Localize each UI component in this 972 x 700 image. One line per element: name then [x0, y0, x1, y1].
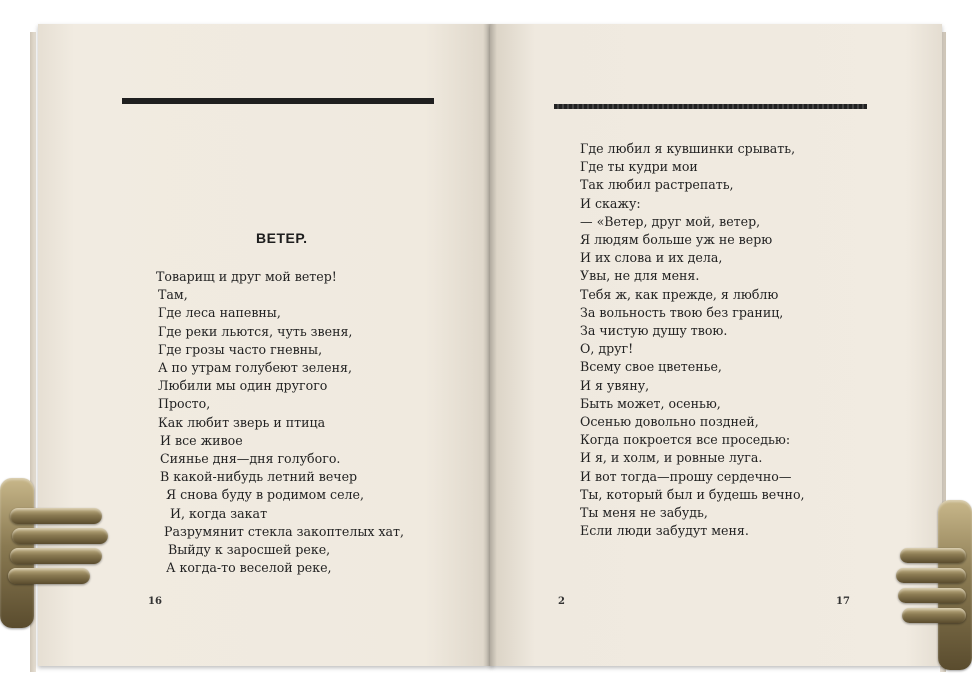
verse-line: И их слова и их дела,: [580, 250, 723, 266]
left-page-number: 16: [148, 596, 162, 607]
verse-line: И вот тогда—прошу сердечно—: [580, 468, 792, 484]
verse-line: Сиянье дня—дня голубого.: [160, 451, 341, 467]
right-header-rule: [554, 104, 867, 109]
verse-line: Ты, который был и будешь вечно,: [580, 486, 805, 502]
verse-line: Так любил растрепать,: [580, 177, 734, 193]
verse-line: О, друг!: [580, 341, 634, 357]
verse-line: Просто,: [158, 396, 211, 412]
verse-line: Быть может, осенью,: [580, 395, 721, 411]
left-verse: [156, 268, 404, 577]
open-book: [28, 24, 946, 674]
verse-line: А по утрам голубеют зеленя,: [158, 360, 352, 376]
verse-line: И я увяну,: [580, 377, 650, 393]
verse-line: И, когда закат: [170, 505, 268, 521]
right-verse: [580, 140, 805, 540]
verse-line: Всему свое цветенье,: [580, 359, 722, 375]
verse-line: И я, и холм, и ровные луга.: [580, 450, 763, 466]
verse-line: Где ты кудри мои: [580, 159, 698, 175]
verse-line: Выйду к заросшей реке,: [168, 542, 331, 558]
verse-line: Я людям больше уж не верю: [580, 232, 773, 248]
verse-line: — «Ветер, друг мой, ветер,: [580, 213, 761, 229]
left-header-rule: [122, 98, 434, 104]
book-gutter: [483, 24, 497, 666]
verse-line: Когда покроется все проседью:: [580, 432, 791, 448]
verse-line: Ты меня не забудь,: [580, 505, 708, 521]
verse-line: Где любил я кувшинки срывать,: [580, 141, 796, 156]
left-page-holder: [0, 478, 110, 628]
verse-line: Где реки льются, чуть звеня,: [158, 323, 353, 339]
verse-line: Где грозы часто гневны,: [158, 341, 323, 357]
verse-line: И скажу:: [580, 195, 641, 211]
signature-mark: 2: [558, 596, 565, 607]
verse-line: Тебя ж, как прежде, я люблю: [580, 286, 779, 302]
verse-line: Если люди забудут меня.: [580, 523, 749, 539]
verse-line: Товарищ и друг мой ветер!: [156, 269, 337, 284]
right-page-holder: [894, 500, 972, 670]
verse-line: А когда-то веселой реке,: [166, 560, 332, 576]
verse-line: Я снова буду в родимом селе,: [166, 487, 364, 503]
verse-line: Любили мы один другого: [158, 378, 328, 394]
verse-line: Разрумянит стекла закоптелых хат,: [164, 523, 405, 539]
verse-line: Осенью довольно поздней,: [580, 414, 759, 430]
verse-line: Где леса напевны,: [158, 305, 281, 321]
right-page-number: 17: [836, 596, 850, 607]
verse-line: За вольность твою без границ,: [580, 304, 784, 320]
verse-line: Как любит зверь и птица: [158, 414, 326, 430]
poem-title: ВЕТЕР.: [256, 230, 308, 246]
verse-line: Увы, не для меня.: [580, 268, 700, 284]
verse-line: За чистую душу твою.: [580, 323, 728, 339]
verse-line: Там,: [158, 287, 188, 303]
verse-line: В какой-нибудь летний вечер: [160, 469, 358, 485]
verse-line: И все живое: [160, 432, 243, 448]
